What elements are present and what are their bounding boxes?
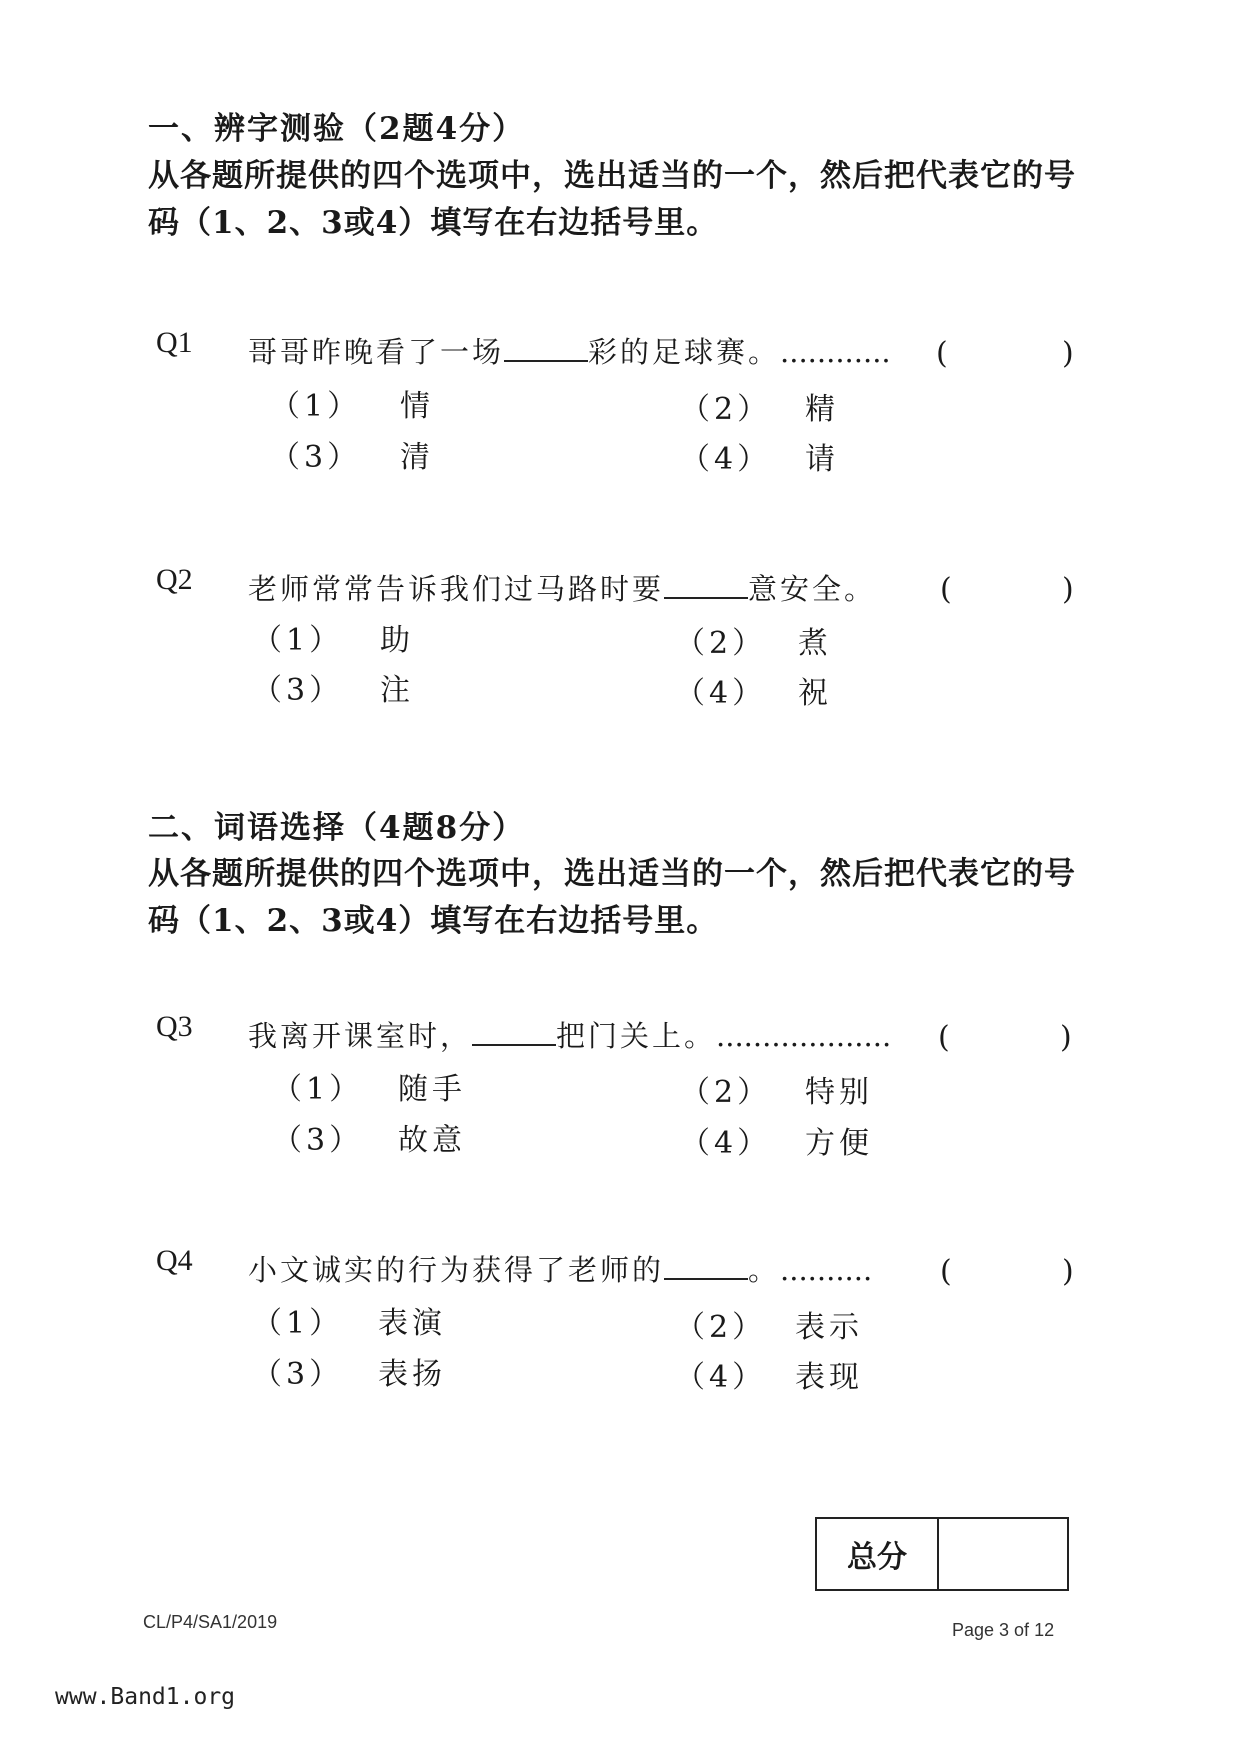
option-1-text: 情: [400, 389, 434, 424]
answer-bracket-open: (: [936, 336, 948, 371]
option-1-number: （1）: [272, 1072, 364, 1107]
question-number: Q4: [156, 1244, 193, 1277]
option-4-text: 表现: [795, 1360, 863, 1395]
answer-bracket-close: ): [1060, 1020, 1072, 1055]
option-2-number: （2）: [680, 392, 772, 427]
paper-code: CL/P4/SA1/2019: [143, 1612, 278, 1632]
question-stem: 我离开课室时， 把门关上。...................: [248, 1019, 892, 1053]
answer-bracket-open: (: [938, 1020, 950, 1055]
question-stem: 哥哥昨晚看了一场 彩的足球赛。............: [248, 335, 891, 369]
option-2-text: 特别: [805, 1075, 873, 1110]
option-1-number: （1）: [270, 389, 362, 424]
option-2-number: （2）: [675, 1310, 767, 1345]
option-3-text: 注: [380, 673, 414, 708]
option-1-text: 表演: [378, 1306, 446, 1341]
question-number: Q2: [156, 563, 193, 596]
option-2-number: （2）: [675, 626, 767, 661]
option-2-text: 煮: [798, 626, 832, 661]
option-1-number: （1）: [252, 623, 344, 658]
answer-bracket-close: ): [1062, 1254, 1074, 1289]
answer-bracket-open: (: [940, 1254, 952, 1289]
option-1-text: 随手: [398, 1072, 466, 1107]
total-score-value: [939, 1519, 1067, 1589]
section2-instruction: 从各题所提供的四个选项中，选出适当的一个，然后把代表它的号码（1、2、3或4）填写在右边括号里。: [148, 856, 1076, 939]
option-2-text: 精: [805, 392, 839, 427]
option-3-number: （3）: [252, 1357, 344, 1392]
answer-blank: [664, 571, 748, 599]
option-4-number: （4）: [680, 442, 772, 477]
watermark-text: www.Band1.org: [55, 1684, 236, 1710]
question-number: Q1: [156, 326, 193, 359]
option-1-number: （1）: [252, 1306, 344, 1341]
option-4-number: （4）: [675, 1360, 767, 1395]
answer-blank: [504, 334, 588, 362]
option-3-number: （3）: [270, 440, 362, 475]
option-1-text: 助: [380, 623, 414, 658]
section1-instruction: 从各题所提供的四个选项中，选出适当的一个，然后把代表它的号码（1、2、3或4）填写在右边括号里。: [148, 158, 1076, 241]
answer-blank: [472, 1018, 556, 1046]
question-stem: 小文诚实的行为获得了老师的 。..........: [248, 1253, 873, 1287]
question-number: Q3: [156, 1010, 193, 1043]
option-2-number: （2）: [680, 1075, 772, 1110]
option-3-text: 清: [400, 440, 434, 475]
answer-blank: [664, 1252, 748, 1280]
option-4-text: 祝: [798, 676, 832, 711]
section1-title: 一、辨字测验（2题4分）: [148, 111, 526, 147]
answer-bracket-open: (: [940, 572, 952, 607]
option-3-text: 故意: [398, 1123, 466, 1158]
section2-title: 二、词语选择（4题8分）: [148, 810, 526, 846]
answer-bracket-close: ): [1062, 336, 1074, 371]
total-score-box: [815, 1517, 1069, 1591]
option-2-text: 表示: [795, 1310, 863, 1345]
option-4-text: 方便: [805, 1126, 873, 1161]
option-4-number: （4）: [675, 676, 767, 711]
answer-bracket-close: ): [1062, 572, 1074, 607]
total-score-label: 总分: [817, 1519, 939, 1589]
option-4-text: 请: [805, 442, 839, 477]
option-4-number: （4）: [680, 1126, 772, 1161]
option-3-text: 表扬: [378, 1357, 446, 1392]
option-3-number: （3）: [272, 1123, 364, 1158]
page-number: Page 3 of 12: [952, 1620, 1055, 1640]
option-3-number: （3）: [252, 673, 344, 708]
question-stem: 老师常常告诉我们过马路时要 意安全。: [248, 572, 877, 606]
